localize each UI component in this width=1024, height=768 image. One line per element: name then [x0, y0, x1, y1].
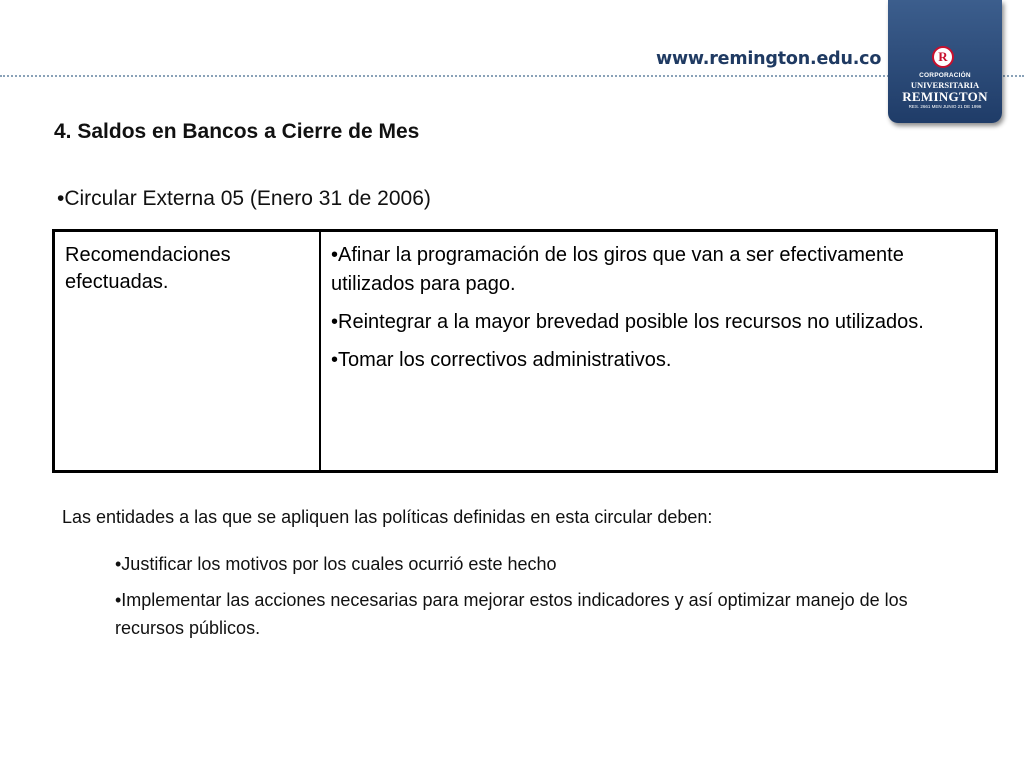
- logo-line-3: REMINGTON: [902, 89, 988, 104]
- table-content-cell: [321, 232, 995, 470]
- university-logo[interactable]: [888, 0, 1002, 123]
- site-url[interactable]: www.remington.edu.co: [656, 49, 882, 69]
- remington-emblem-icon: [932, 46, 954, 68]
- list-item: •Implementar las acciones necesarias para mejorar estos indicadores y así optimizar manejo de los recursos públicos.: [115, 590, 908, 638]
- recommendations-table: [52, 229, 998, 473]
- slide-subtitle: •Circular Externa 05 (Enero 31 de 2006): [57, 187, 431, 210]
- table-label-cell: Recomendaciones efectuadas.: [55, 232, 321, 470]
- intro-text: Las entidades a las que se apliquen las políticas definidas en esta circular deben:: [62, 507, 713, 527]
- list-item: •Justificar los motivos por los cuales ocurrió este hecho: [115, 554, 557, 574]
- table-item: •Afinar la programación de los giros que van a ser efectivamente utilizados para pago.: [331, 244, 904, 295]
- logo-line-2: UNIVERSITARIA: [910, 80, 980, 90]
- logo-line-4: RES. 2661 MEN JUNIO 21 DE 1996: [908, 104, 982, 109]
- table-item: •Reintegrar a la mayor brevedad posible los recursos no utilizados.: [331, 311, 924, 333]
- table-item: •Tomar los correctivos administrativos.: [331, 349, 672, 371]
- header-divider: [0, 75, 1024, 77]
- logo-line-1: CORPORACIÓN: [919, 72, 971, 79]
- slide-title: 4. Saldos en Bancos a Cierre de Mes: [54, 120, 420, 143]
- bullet-list: [115, 550, 915, 650]
